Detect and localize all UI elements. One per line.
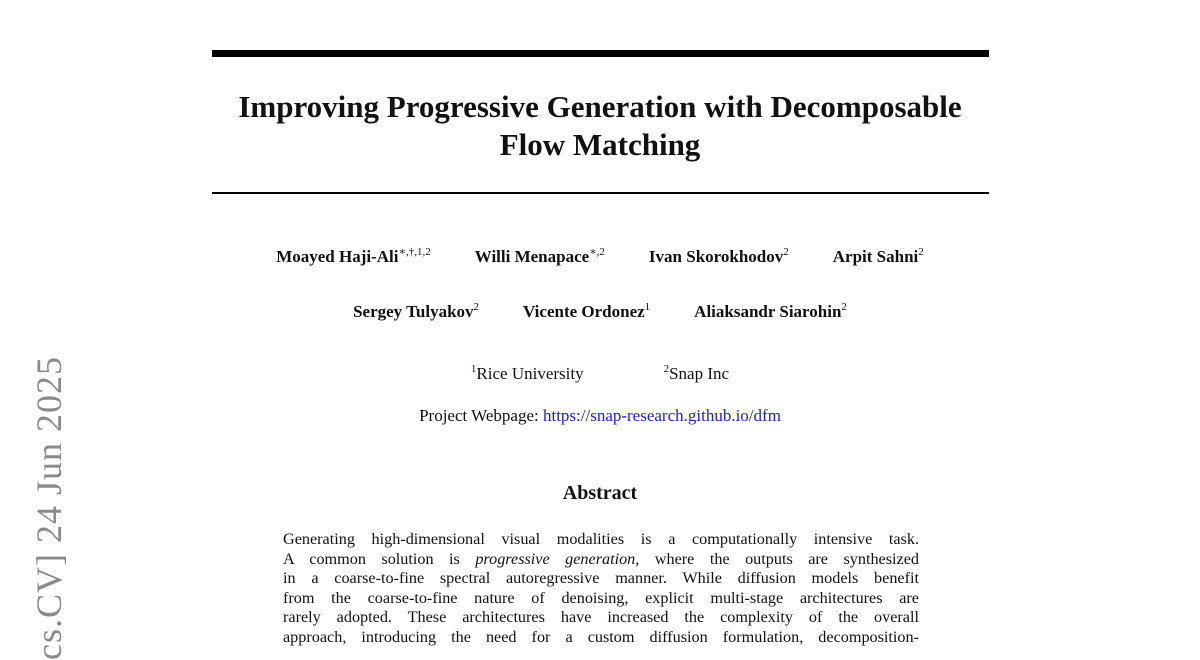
top-rule xyxy=(212,50,989,57)
author: Arpit Sahni$^2$ xyxy=(832,246,924,266)
webpage-link[interactable]: https://snap-research.github.io/dfm xyxy=(542,406,781,425)
arxiv-stamp: cs.CV] 24 Jun 2025 xyxy=(29,356,69,660)
author: Willi Menapace$^{∗,2}$ xyxy=(474,246,605,266)
project-webpage xyxy=(190,406,1010,426)
abstract-line: in a coarse-to-fine spectral autoregressive manner. While diffusion models benefit xyxy=(283,569,919,588)
author: Moayed Haji-Ali$^{∗,\dagger,1,2}$ xyxy=(276,246,431,266)
webpage-label: Project Webpage: xyxy=(419,406,539,425)
abstract-line: Generating high-dimensional visual modalities is a computationally intensive task. xyxy=(283,530,919,548)
title-line-1: Improving Progressive Generation with Decomposable xyxy=(238,89,962,124)
affiliation: $^1$Rice University xyxy=(470,363,584,383)
abstract-line: rarely adopted. These architectures have increased the complexity of the overall xyxy=(283,608,919,627)
author: Ivan Skorokhodov$^2$ xyxy=(648,246,789,266)
authors-row-1 xyxy=(190,247,1010,267)
author: Aliaksandr Siarohin$^2$ xyxy=(694,301,847,321)
title-line-2: Flow Matching xyxy=(499,127,701,162)
author: Sergey Tulyakov$^2$ xyxy=(353,301,480,321)
paper-title xyxy=(190,88,1010,164)
affiliation: $^2$Snap Inc xyxy=(663,363,730,383)
authors-row-2 xyxy=(190,302,1010,322)
affiliations xyxy=(190,364,1010,384)
title-rule xyxy=(212,192,989,194)
abstract-heading: Abstract xyxy=(562,482,638,504)
abstract-line: from the coarse-to-fine nature of denoising, explicit multi-stage architectures are xyxy=(283,588,919,607)
abstract-line: A common solution is progressive generation, where the outputs are synthesized xyxy=(283,549,919,568)
abstract-line: approach, introducing the need for a custom diffusion formulation, decomposition- xyxy=(283,627,919,646)
abstract-body xyxy=(283,530,919,648)
author: Vicente Ordonez$^1$ xyxy=(523,301,651,321)
